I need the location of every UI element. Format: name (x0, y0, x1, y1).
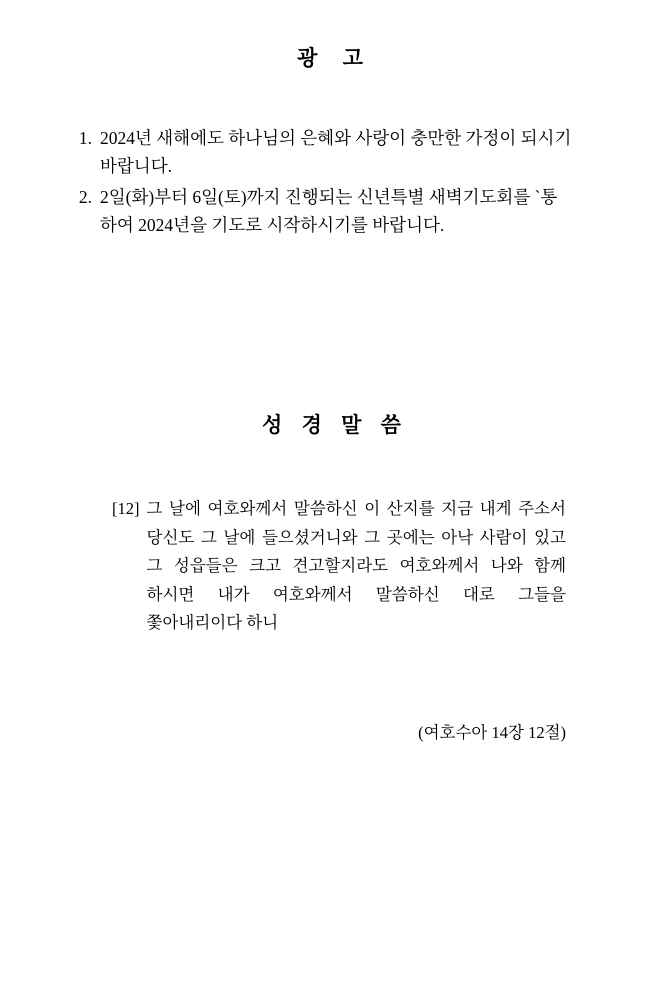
list-item (70, 124, 574, 181)
scripture-reference: (여호수아 14장 12절) (418, 723, 566, 743)
announcement-heading: 광 고 (297, 46, 373, 70)
scripture-passage (112, 495, 566, 637)
verse-text: 그 날에 여호와께서 말씀하신 이 산지를 지금 내게 주소서 당신도 그 날에 들으셨거니와 그 곳에는 아낙 사람이 있고 그 성읍들은 크고 견고할지라도 여호와께서 나와 함께 하시면 내가 여호와께서 말씀하신 대로 그들을 쫓아내리이다 하니 (146, 499, 566, 632)
announcement-item-number: 2. (78, 186, 92, 207)
announcement-list (0, 124, 670, 239)
list-item (70, 183, 574, 240)
scripture-heading: 성 경 말 씀 (262, 413, 408, 438)
verse-number: [12] (112, 499, 140, 519)
announcement-item-text: 2024년 새해에도 하나님의 은혜와 사랑이 충만한 가정이 되시기 바랍니다. (100, 128, 572, 177)
announcement-item-text: 2일(화)부터 6일(토)까지 진행되는 신년특별 새벽기도회를 `통하여 2024년을 기도로 시작하시기를 바랍니다. (100, 186, 558, 236)
document-page (0, 42, 670, 993)
announcement-item-number: 1. (78, 128, 92, 148)
